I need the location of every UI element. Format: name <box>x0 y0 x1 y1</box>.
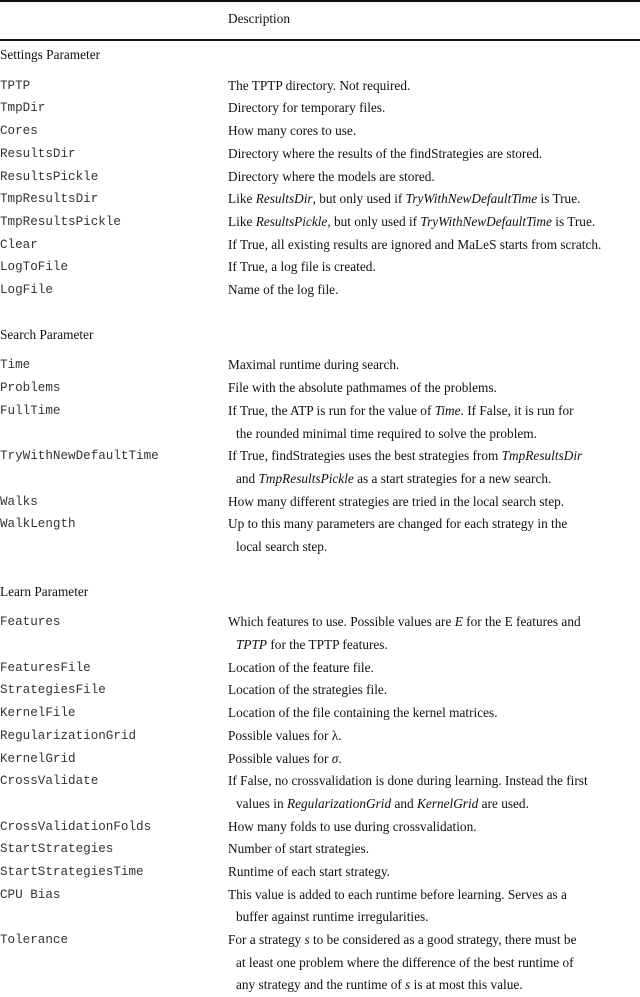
description-line <box>228 97 640 120</box>
table-row <box>0 838 640 861</box>
description-text: at least one problem where the difference of the best runtime of <box>236 954 574 970</box>
table-row <box>0 725 640 748</box>
description-text: Possible values for <box>228 750 332 766</box>
description-text: How many cores to use. <box>228 123 357 139</box>
parameter-name: StrategiesFile <box>0 683 106 698</box>
table-row <box>0 929 640 997</box>
emphasis-text: TPTP <box>236 637 268 653</box>
emphasis-text: TryWithNewDefaultTime <box>420 213 552 229</box>
parameter-name: KernelGrid <box>0 751 76 766</box>
description-line <box>228 143 640 166</box>
description-line <box>228 377 640 400</box>
description-line <box>228 657 640 680</box>
description-text: If True, findStrategies uses the best strategies from <box>228 448 502 464</box>
section-title: Search Parameter <box>0 326 94 342</box>
description-line <box>228 234 640 257</box>
emphasis-text: E <box>454 614 463 630</box>
emphasis-text: RegularizationGrid <box>286 795 392 811</box>
description-text: the rounded minimal time required to solve the problem. <box>236 425 537 441</box>
parameter-name: TmpResultsPickle <box>0 214 121 229</box>
description-line <box>228 279 640 302</box>
description-text: Up to this many parameters are changed for each strategy in the <box>228 516 568 532</box>
description-text: , but only used if <box>312 191 406 207</box>
description-text: Possible values for λ. <box>228 727 342 743</box>
description-line <box>228 748 640 771</box>
emphasis-text: KernelGrid <box>417 795 479 811</box>
parameter-description <box>228 120 640 143</box>
table-row <box>0 377 640 400</box>
parameter-name: TmpResultsDir <box>0 192 99 207</box>
description-line <box>228 423 640 446</box>
parameter-name: Problems <box>0 381 61 396</box>
emphasis-text: s <box>405 977 411 993</box>
description-line <box>228 256 640 279</box>
parameter-description <box>228 513 640 558</box>
parameter-name: LogToFile <box>0 260 69 275</box>
description-line <box>228 188 640 211</box>
description-text: Maximal runtime during search. <box>228 357 400 373</box>
parameter-name: RegularizationGrid <box>0 728 137 743</box>
parameter-description <box>228 166 640 189</box>
description-line <box>228 634 640 657</box>
parameter-description <box>228 234 640 257</box>
parameter-description <box>228 188 640 211</box>
table-row <box>0 748 640 771</box>
description-text: buffer against runtime irregularities. <box>236 909 429 925</box>
parameter-description <box>228 75 640 98</box>
parameter-name: CrossValidationFolds <box>0 819 152 834</box>
parameter-description <box>228 354 640 377</box>
parameter-description <box>228 97 640 120</box>
description-text: and <box>236 470 259 486</box>
emphasis-text: TmpResultsPickle <box>258 470 354 486</box>
parameter-name: FullTime <box>0 403 61 418</box>
parameter-name: TryWithNewDefaultTime <box>0 449 159 464</box>
description-text: . <box>338 750 342 766</box>
description-text: for the E features and <box>462 614 581 630</box>
emphasis-text: ResultsPickle <box>255 213 328 229</box>
description-line <box>228 611 640 634</box>
table-row <box>0 861 640 884</box>
description-text: If True, the ATP is run for the value of <box>228 402 435 418</box>
description-line <box>228 929 640 952</box>
parameter-description <box>228 838 640 861</box>
table-row <box>0 234 640 257</box>
description-text: is True. <box>537 191 581 207</box>
parameter-name: TPTP <box>0 78 31 93</box>
description-line <box>228 725 640 748</box>
parameter-description <box>228 143 640 166</box>
parameter-name: KernelFile <box>0 706 76 721</box>
section-title: Settings Parameter <box>0 47 101 62</box>
parameter-table <box>0 44 640 997</box>
description-line <box>228 211 640 234</box>
description-line <box>228 536 640 559</box>
parameter-description <box>228 748 640 771</box>
table-row <box>0 611 640 656</box>
parameter-name: LogFile <box>0 283 53 298</box>
table-row <box>0 679 640 702</box>
table-row <box>0 211 640 234</box>
description-line <box>228 679 640 702</box>
emphasis-text: Time <box>434 402 461 418</box>
table-row <box>0 491 640 514</box>
description-text: How many folds to use during crossvalidation. <box>228 818 477 834</box>
description-text: If True, all existing results are ignored and MaLeS starts from scratch. <box>228 236 602 252</box>
description-text: . If False, it is run for <box>460 402 574 418</box>
description-line <box>228 468 640 491</box>
description-text: local search step. <box>236 538 328 554</box>
table-row <box>0 702 640 725</box>
parameter-description <box>228 861 640 884</box>
parameter-description <box>228 657 640 680</box>
description-text: The TPTP directory. Not required. <box>228 77 411 93</box>
description-text: Runtime of each start strategy. <box>228 864 390 879</box>
parameter-description <box>228 611 640 656</box>
parameter-description <box>228 491 640 514</box>
parameter-name: CrossValidate <box>0 774 99 789</box>
description-text: , but only used if <box>327 213 421 229</box>
parameter-name: WalkLength <box>0 517 76 532</box>
description-line <box>228 906 640 929</box>
description-text: Which features to use. Possible values are <box>228 614 455 630</box>
description-line <box>228 445 640 468</box>
table-row <box>0 279 640 302</box>
table-row <box>0 657 640 680</box>
parameter-name: StartStrategies <box>0 842 114 857</box>
description-text: If True, a log file is created. <box>228 259 376 275</box>
description-text: is at most this value. <box>410 977 523 993</box>
parameter-name: Tolerance <box>0 933 69 948</box>
description-line <box>228 75 640 98</box>
description-text: Location of the file containing the kernel matrices. <box>228 705 498 721</box>
table-row <box>0 166 640 189</box>
parameter-name: FeaturesFile <box>0 660 91 675</box>
description-line <box>228 491 640 514</box>
parameter-description <box>228 400 640 445</box>
parameter-description <box>228 279 640 302</box>
description-text: any strategy and the runtime of <box>236 977 406 993</box>
emphasis-text: σ <box>331 750 339 766</box>
emphasis-text: ResultsDir <box>255 191 313 207</box>
description-text: File with the absolute pathmames of the problems. <box>228 380 497 396</box>
description-line <box>228 513 640 536</box>
description-text: This value is added to each runtime before learning. Serves as a <box>228 886 567 902</box>
table-row <box>0 188 640 211</box>
table-row <box>0 445 640 490</box>
description-line <box>228 120 640 143</box>
description-line <box>228 861 640 884</box>
table-row <box>0 400 640 445</box>
parameter-name: Clear <box>0 237 38 252</box>
description-line <box>228 884 640 907</box>
description-text: is True. <box>551 213 596 229</box>
emphasis-text: TryWithNewDefaultTime <box>405 191 538 207</box>
parameter-name: Time <box>0 358 31 373</box>
description-text: For a strategy <box>228 932 305 948</box>
table-row <box>0 256 640 279</box>
parameter-name: Cores <box>0 124 38 139</box>
description-text: How many different strategies are tried in the local search step. <box>228 493 565 509</box>
parameter-description <box>228 679 640 702</box>
parameter-name: Features <box>0 615 61 630</box>
parameter-description <box>228 445 640 490</box>
parameter-description <box>228 929 640 997</box>
description-line <box>228 400 640 423</box>
table-row <box>0 513 640 558</box>
table-row <box>0 97 640 120</box>
parameter-description <box>228 770 640 815</box>
parameter-name: TmpDir <box>0 101 46 116</box>
parameter-name: StartStrategiesTime <box>0 865 144 879</box>
table-row <box>0 120 640 143</box>
description-line <box>228 354 640 377</box>
parameter-name: Walks <box>0 494 38 509</box>
description-text: Directory where the results of the findStrategies are stored. <box>228 145 543 161</box>
description-text: Like <box>228 191 256 207</box>
table-row <box>0 143 640 166</box>
parameter-description <box>228 377 640 400</box>
section-title: Learn Parameter <box>0 583 89 599</box>
emphasis-text: TmpResultsDir <box>501 448 583 464</box>
description-text: Directory where the models are stored. <box>228 168 435 184</box>
table-header <box>0 2 640 41</box>
description-text: to be considered as a good strategy, there must be <box>309 932 577 948</box>
table-row <box>0 354 640 377</box>
description-text: and <box>391 795 417 811</box>
parameter-name: CPU Bias <box>0 887 61 902</box>
table-row <box>0 75 640 98</box>
description-line <box>228 793 640 816</box>
parameter-description <box>228 211 640 234</box>
parameter-description <box>228 702 640 725</box>
description-line <box>228 974 640 997</box>
description-line <box>228 702 640 725</box>
table-row <box>0 884 640 929</box>
table-row <box>0 770 640 815</box>
description-text: as a start strategies for a new search. <box>353 470 552 486</box>
emphasis-text: s <box>304 932 310 948</box>
parameter-description <box>228 725 640 748</box>
description-text: Number of start strategies. <box>228 841 370 857</box>
description-text: Name of the log file. <box>228 282 339 298</box>
description-text: Like <box>228 213 256 229</box>
description-line <box>228 952 640 975</box>
description-text: Location of the feature file. <box>228 659 374 675</box>
parameter-name: ResultsDir <box>0 146 76 161</box>
description-text: for the TPTP features. <box>267 637 388 653</box>
description-line <box>228 838 640 861</box>
description-line <box>228 816 640 839</box>
description-line <box>228 770 640 793</box>
description-text: Location of the strategies file. <box>228 682 388 698</box>
description-column-header: Description <box>228 11 291 26</box>
parameter-description <box>228 256 640 279</box>
description-text: are used. <box>478 795 529 811</box>
description-line <box>228 166 640 189</box>
description-text: If False, no crossvalidation is done during learning. Instead the first <box>228 773 588 789</box>
table-row <box>0 816 640 839</box>
parameter-description <box>228 816 640 839</box>
parameter-description <box>228 884 640 929</box>
description-text: Directory for temporary files. <box>228 100 386 116</box>
parameter-name: ResultsPickle <box>0 169 99 184</box>
description-text: values in <box>236 795 287 811</box>
